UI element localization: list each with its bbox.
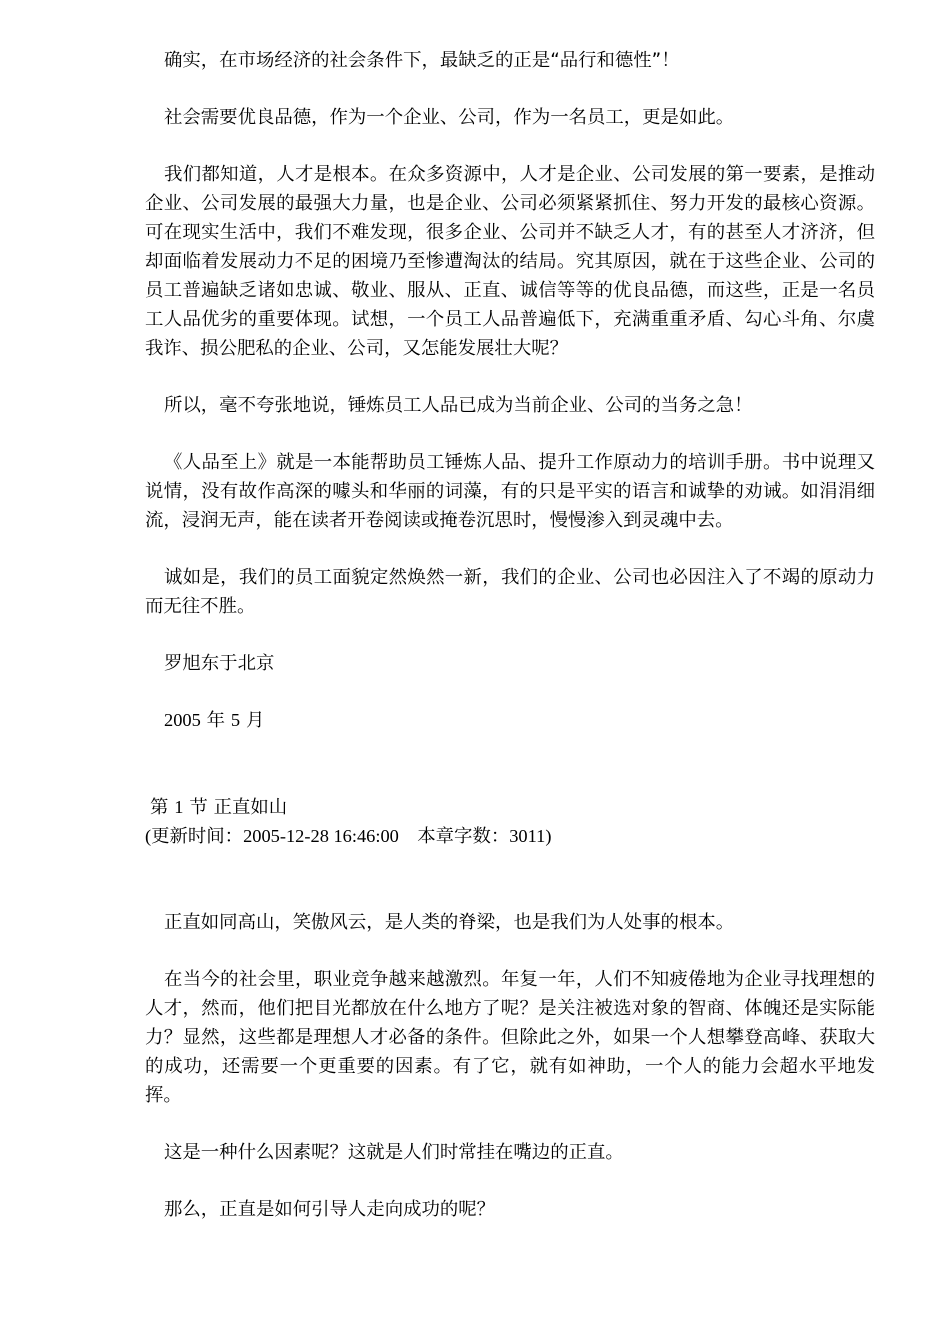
paragraph-gap (145, 1167, 875, 1195)
preface-date-year-unit: 年 (206, 710, 226, 731)
body-paragraph-4: 那么，正直是如何引导人走向成功的呢？ (164, 1199, 496, 1220)
chapter-meta: (更新时间：2005-12-28 16:46:00 本章字数：3011) (145, 826, 552, 846)
body-paragraph-1: 正直如同高山，笑傲风云，是人类的脊梁，也是我们为人处事的根本。 (164, 912, 735, 933)
chapter-title-prefix: 第 (150, 797, 169, 818)
preface-paragraph-3: 我们都知道，人才是根本。在众多资源中，人才是企业、公司发展的第一要素，是推动企业、公司发展的最强大力量，也是企业、公司必须紧紧抓住、努力开发的最核心资源。可在现实生活中，我们不难发现，很多企业、公司并不缺乏人才，有的甚至人才济济，但却面临着发展动力不足的困境乃至惨遭淘汰的结局。究其原因，就在于这些企业、公司的员工普遍缺乏诸如忠诚、敬业、服从、正直、诚信等等的优良品德，而这些，正是一名员工人品优劣的重要体现。试想，一个员工人品普遍低下，充满重重矛盾、勾心斗角、尔虞我诈、损公肥私的企业、公司，又怎能发展壮大呢？ (145, 164, 875, 359)
preface-paragraph-6: 诚如是，我们的员工面貌定然焕然一新，我们的企业、公司也必因注入了不竭的原动力而无往不胜。 (145, 567, 875, 617)
preface-date (145, 706, 875, 735)
paragraph-gap (145, 621, 875, 649)
section-gap (145, 851, 875, 908)
paragraph-gap (145, 678, 875, 706)
paragraph-gap (145, 1110, 875, 1138)
chapter-title-suffix: 节 正直如山 (189, 797, 288, 818)
paragraph-gap (145, 75, 875, 103)
preface-signature: 罗旭东于北京 (164, 653, 275, 674)
chapter-title (145, 793, 875, 822)
paragraph-gap (145, 132, 875, 160)
preface-date-year: 2005 (164, 710, 201, 730)
chapter-title-number: 1 (174, 797, 184, 817)
section-gap (145, 735, 875, 793)
preface-paragraph-1: 确实，在市场经济的社会条件下，最缺乏的正是“品行和德性”！ (164, 50, 680, 71)
paragraph-gap (145, 363, 875, 391)
paragraph-gap (145, 937, 875, 965)
paragraph-gap (145, 420, 875, 448)
document-content (145, 46, 875, 1224)
preface-date-month: 5 (230, 710, 241, 730)
preface-paragraph-4: 所以，毫不夸张地说，锤炼员工人品已成为当前企业、公司的当务之急！ (164, 395, 753, 416)
preface-date-month-unit: 月 (245, 710, 265, 731)
body-paragraph-2: 在当今的社会里，职业竞争越来越激烈。年复一年，人们不知疲倦地为企业寻找理想的人才，然而，他们把目光都放在什么地方了呢？是关注被选对象的智商、体魄还是实际能力？显然，这些都是理想人才必备的条件。但除此之外，如果一个人想攀登高峰、获取大的成功，还需要一个更重要的因素。有了它，就有如神助，一个人的能力会超水平地发挥。 (145, 969, 875, 1106)
body-paragraph-3: 这是一种什么因素呢？这就是人们时常挂在嘴边的正直。 (164, 1142, 624, 1163)
preface-paragraph-5: 《人品至上》就是一本能帮助员工锤炼人品、提升工作原动力的培训手册。书中说理又说情，没有故作高深的噱头和华丽的词藻，有的只是平实的语言和诚挚的劝诫。如涓涓细流，浸润无声，能在读者开卷阅读或掩卷沉思时，慢慢渗入到灵魂中去。 (145, 452, 875, 531)
preface-paragraph-2: 社会需要优良品德，作为一个企业、公司，作为一名员工，更是如此。 (164, 107, 735, 128)
paragraph-gap (145, 535, 875, 563)
